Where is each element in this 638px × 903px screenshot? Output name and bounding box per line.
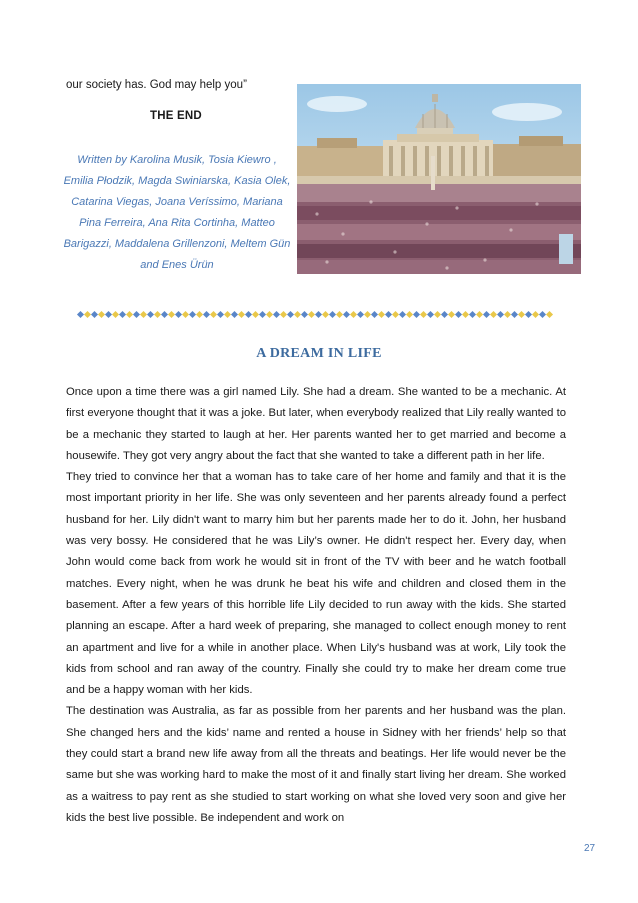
- story-title-text: A DREAM IN LIFE: [256, 346, 382, 361]
- decorative-divider: [78, 309, 553, 319]
- story-body: [66, 382, 566, 829]
- author-credits: Written by Karolina Musik, Tosia Kiewro , Emilia Płodzik, Magda Swiniarska, Kasia Olek, Catarina Viegas, Joana Veríssimo, Mariana Pina Ferreira, Ana Rita Cortinha, Matteo Barigazzi, Maddalena Grillenzoni, Meltem Gün and Enes Ürün: [63, 154, 291, 271]
- story-paragraph: They tried to convince her that a woman has to take care of her home and family and that it is the most important priority in her life. She was only seventeen and her parents already found a perfect husband for her. Lily didn't want to marry him but her parents made her to do it. John, her husband was very bossy. He considered that he was Lily’s owner. He didn't respect her. Every day, when John would come back from work he would sit in front of the TV with beer and he watch football matches. Every night, when he was drunk he beat his wife and children and closed them in the basement. After a few years of this horrible life Lily decided to run away with the kids. She started planning an escape. After a hard week of preparing, she managed to collect enough money to rent an apartment and live for a while in another place. When Lily's husband was at work, Lily took the kids from school and ran away of the country. Finally she could try to make her dream come true and be a happy woman with her kids.: [66, 471, 566, 697]
- page-number: 27: [584, 843, 596, 854]
- story-paragraph: Once upon a time there was a girl named Lily. She had a dream. She wanted to be a mechanic. At first everyone thought that it was a joke. But later, when everybody realized that Lily really wanted to be a mechanic they started to laugh at her. Her parents wanted her to get married and become a housewife. They got very angry about the fact that she wanted to take a different path in her life.: [66, 386, 566, 462]
- the-end-heading: THE END: [150, 110, 202, 122]
- story-paragraph: The destination was Australia, as far as possible from her parents and her husband was the plan. She changed hers and the kids’ name and rented a house in Sidney with her friends’ help so that they could start a brand new life away from all the threats and beatings. Her life would never be the same but she was working hard to make the most of it and finally start living her dream. She worked as a waitress to pay rent as she studied to start working on what she loved very soon and give her kids the best live possible. Be independent and work on: [66, 705, 566, 824]
- diamond-ornament: [546, 310, 553, 317]
- st-peters-square-photo: [297, 84, 581, 274]
- closing-quote: our society has. God may help you”: [66, 79, 247, 91]
- story-title: [0, 346, 638, 362]
